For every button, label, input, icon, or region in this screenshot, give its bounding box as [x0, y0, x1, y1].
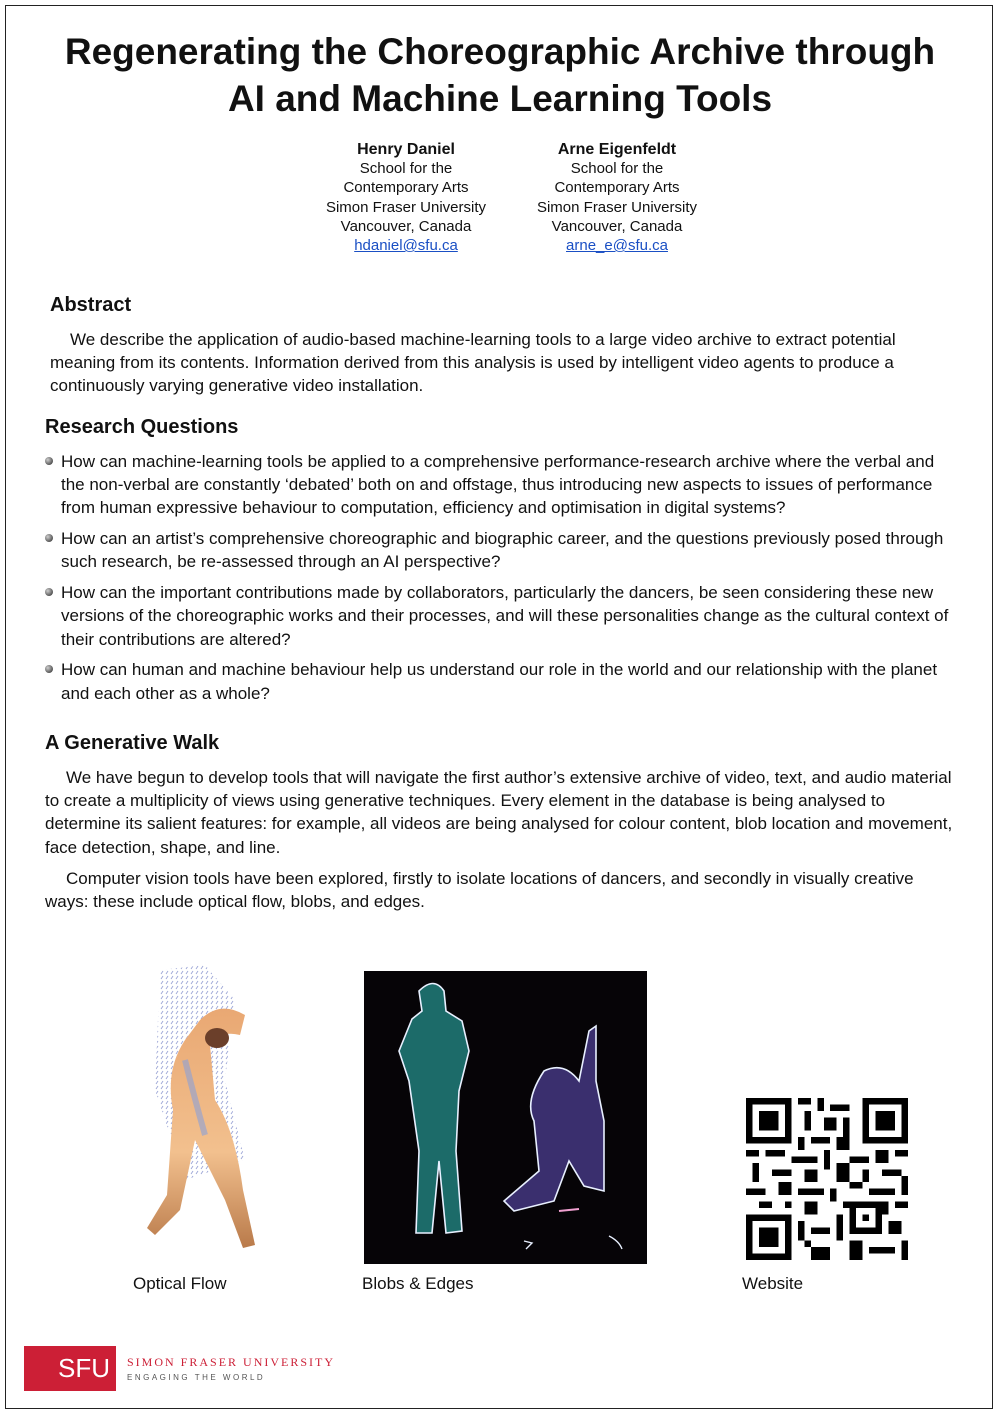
author-location: Vancouver, Canada — [551, 217, 683, 235]
website-qr-code[interactable] — [746, 1098, 908, 1260]
generative-walk-paragraph-1: We have begun to develop tools that will navigate the first author’s extensive archive of video, text, and audio material to create a multiplicity of views using generative techniques. Every element in the database is being analysed to determine its salient features: for example, all videos are being analysed for colour content, blob location and movement, face detection, shape, and line. — [45, 768, 953, 857]
author-name: Henry Daniel — [357, 141, 455, 158]
university-tagline: ENGAGING THE WORLD — [127, 1373, 266, 1382]
blobs-edges-caption: Blobs & Edges — [362, 1274, 474, 1293]
author-email-link[interactable]: hdaniel@sfu.ca — [354, 237, 458, 255]
bullet-icon — [45, 534, 53, 542]
title-line-2: AI and Machine Learning Tools — [227, 78, 773, 119]
author-email-link[interactable]: arne_e@sfu.ca — [566, 237, 668, 255]
poster-title — [0, 28, 1000, 122]
generative-walk-heading: A Generative Walk — [45, 732, 220, 754]
optical-flow-caption: Optical Flow — [133, 1274, 227, 1293]
author-location: Vancouver, Canada — [340, 217, 472, 235]
list-item — [45, 581, 955, 651]
generative-walk-paragraph-2: Computer vision tools have been explored, firstly to isolate locations of dancers, and secondly in visually creative ways: these include optical flow, blobs, and edges. — [45, 869, 914, 912]
bullet-icon — [45, 457, 53, 465]
university-name: SIMON FRASER UNIVERSITY — [127, 1355, 336, 1369]
author-affiliation: Simon Fraser University — [325, 198, 487, 216]
author-affiliation: Simon Fraser University — [536, 198, 698, 216]
list-item — [45, 527, 955, 573]
bullet-icon — [45, 665, 53, 673]
question-text: How can machine-learning tools be applied to a comprehensive performance-research archive where the verbal and the non-verbal are constantly ‘debated’ both on and offstage, thus introducing new aspects to issues of performance from human expressive behaviour to computation, efficiency and optimisation in digital systems? — [61, 452, 935, 518]
abstract-heading: Abstract — [50, 294, 132, 316]
research-questions-list — [45, 450, 955, 712]
question-text: How can the important contributions made by collaborators, particularly the dancers, be seen considering these new versions of the choreographic works and their processes, and will these personalities change as the cultural context of their contributions are altered? — [61, 583, 949, 649]
bullet-icon — [45, 588, 53, 596]
author-name: Arne Eigenfeldt — [557, 141, 677, 158]
sfu-logo-text: SFU — [58, 1353, 110, 1383]
blobs-edges-image — [364, 971, 647, 1264]
author-affiliation: Contemporary Arts — [554, 179, 680, 197]
title-line-1: Regenerating the Choreographic Archive through — [64, 31, 936, 72]
author-affiliation: School for the — [359, 160, 453, 178]
list-item — [45, 450, 955, 520]
question-text: How can human and machine behaviour help us understand our role in the world and our relationship with the planet and each other as a whole? — [61, 660, 938, 703]
question-text: How can an artist’s comprehensive choreographic and biographic career, and the questions previously posed through such research, be re-assessed through an AI perspective? — [61, 529, 944, 572]
abstract-text: We describe the application of audio-based machine-learning tools to a large video archive to extract potential meaning from its contents. Information derived from this analysis is used by intelligent video agents to produce a continuously varying generative video installation. — [50, 330, 896, 396]
author-arne-eigenfeldt — [507, 140, 727, 255]
sfu-logo-block — [24, 1346, 116, 1391]
research-questions-heading: Research Questions — [45, 416, 239, 438]
website-caption: Website — [742, 1274, 804, 1293]
optical-flow-image — [125, 960, 310, 1260]
author-affiliation: Contemporary Arts — [343, 179, 469, 197]
list-item — [45, 658, 955, 704]
author-affiliation: School for the — [570, 160, 664, 178]
author-henry-daniel — [296, 140, 516, 255]
